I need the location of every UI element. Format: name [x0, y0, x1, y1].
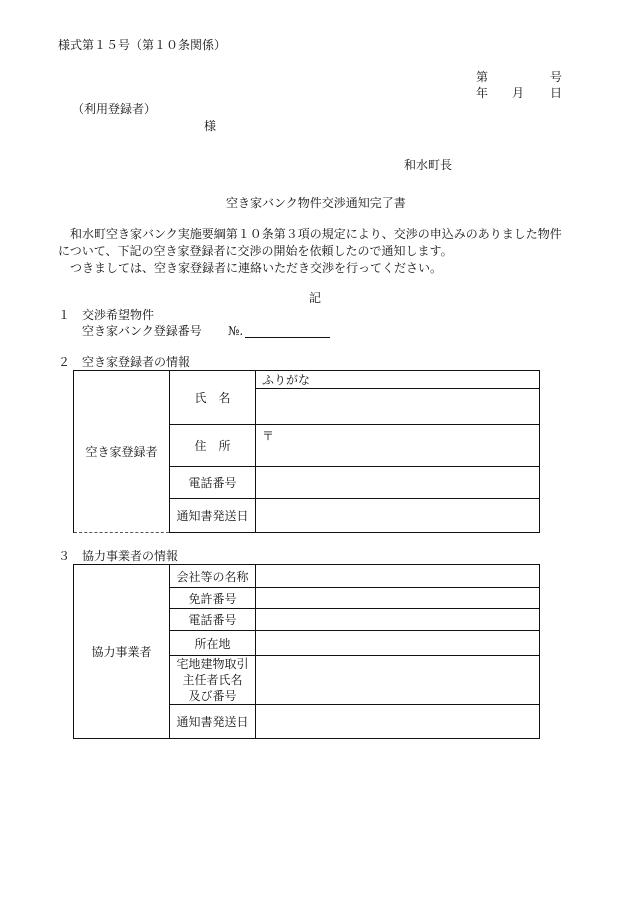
- partner-license-label: 免許番号: [170, 588, 256, 609]
- date-month: 月: [512, 86, 525, 100]
- owner-furigana-cell[interactable]: [256, 371, 540, 389]
- doc-number-dai: 第: [476, 70, 489, 84]
- body-line-2: について、下記の空き家登録者に交渉の開始を依頼したので通知します。: [58, 244, 453, 258]
- section1-title: 交渉希望物件: [82, 308, 155, 322]
- sender-name: 和水町長: [404, 158, 453, 172]
- partner-company-label: 会社等の名称: [170, 565, 256, 588]
- partner-sent-date-value[interactable]: [256, 705, 540, 739]
- recipient-label: （利用登録者）: [72, 102, 157, 116]
- partner-chief-value[interactable]: [256, 656, 540, 705]
- partner-phone-label: 電話番号: [170, 609, 256, 631]
- partner-location-label: 所在地: [170, 631, 256, 656]
- owner-name-label: 氏 名: [170, 371, 256, 425]
- partner-chief-label-line1: 宅地建物取引: [176, 657, 249, 671]
- postal-mark: 〒: [262, 429, 275, 443]
- owner-group-label: 空き家登録者: [74, 371, 170, 533]
- recipient-honorific: 様: [204, 119, 217, 133]
- partner-chief-label: [170, 656, 256, 705]
- registration-number-underline: [245, 325, 330, 338]
- section2-number: ２: [58, 355, 71, 369]
- section3-number: ３: [58, 549, 71, 563]
- partner-chief-label-line2: 主任者氏名: [182, 673, 243, 687]
- partner-phone-value[interactable]: [256, 609, 540, 631]
- owner-info-table: [73, 370, 540, 533]
- registration-number-label: 空き家バンク登録番号: [82, 324, 202, 338]
- owner-name-value[interactable]: [256, 389, 540, 425]
- owner-sent-date-label: 通知書発送日: [170, 499, 256, 533]
- section3-title: 協力事業者の情報: [82, 549, 179, 563]
- partner-group-label: 協力事業者: [74, 565, 170, 739]
- form-number: 様式第１５号（第１０条関係）: [58, 38, 227, 52]
- partner-location-value[interactable]: [256, 631, 540, 656]
- owner-sent-date-value[interactable]: [256, 499, 540, 533]
- owner-phone-label: 電話番号: [170, 467, 256, 499]
- doc-number-go: 号: [550, 70, 563, 84]
- body-line-1: 和水町空き家バンク実施要綱第１０条第３項の規定により、交渉の申込みのありました物件: [70, 227, 562, 241]
- section2-title: 空き家登録者の情報: [82, 355, 191, 369]
- document-title: 空き家バンク物件交渉通知完了書: [226, 196, 406, 210]
- partner-sent-date-label: 通知書発送日: [170, 705, 256, 739]
- owner-address-label: 住 所: [170, 425, 256, 467]
- partner-chief-label-line3: 及び番号: [188, 689, 237, 703]
- date-day: 日: [550, 86, 563, 100]
- body-line-3: つきましては、空き家登録者に連絡いただき交渉を行ってください。: [70, 261, 443, 275]
- partner-company-value[interactable]: [256, 565, 540, 588]
- registration-number-field[interactable]: [228, 324, 330, 338]
- partner-info-table: [73, 564, 540, 739]
- body-text: [58, 226, 578, 277]
- date-year: 年: [476, 86, 489, 100]
- section1-number: １: [58, 308, 71, 322]
- ki-heading: 記: [309, 291, 322, 305]
- owner-phone-value[interactable]: [256, 467, 540, 499]
- owner-address-value[interactable]: [256, 425, 540, 467]
- furigana-label: ふりがな: [262, 373, 311, 387]
- partner-license-value[interactable]: [256, 588, 540, 609]
- no-label: №.: [228, 324, 244, 338]
